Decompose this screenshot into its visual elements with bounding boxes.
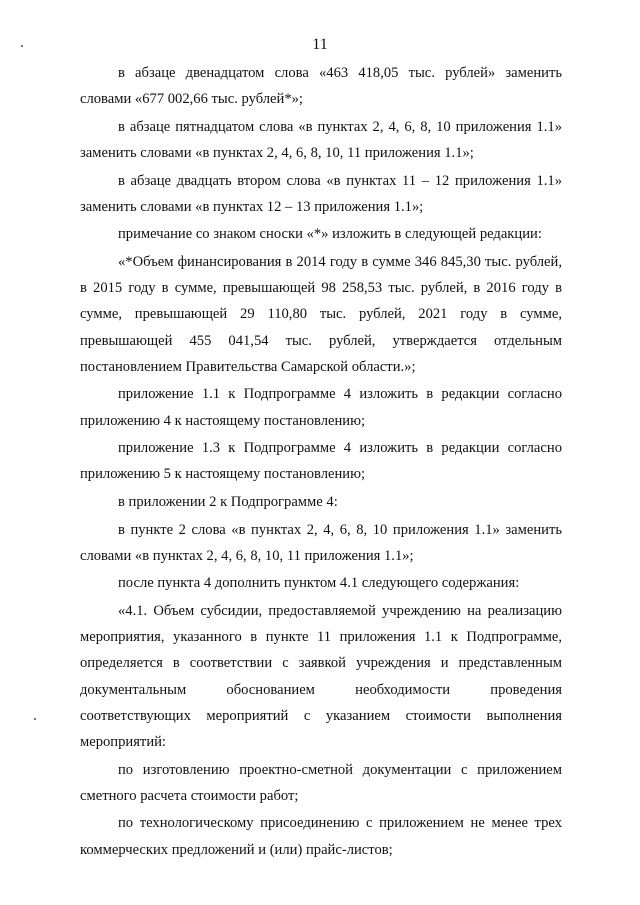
- paragraph: примечание со знаком сноски «*» изложить в следующей редакции:: [118, 226, 542, 243]
- document-body: [80, 60, 562, 864]
- paragraph: после пункта 4 дополнить пунктом 4.1 следующего содержания:: [118, 575, 520, 592]
- paragraph: в абзаце двадцать втором слова «в пунктах 11 – 12 приложения 1.1» заменить словами «в пунктах 12 – 13 приложения 1.1»;: [80, 172, 562, 215]
- paragraph: в абзаце двенадцатом слова «463 418,05 тыс. рублей» заменить словами «677 002,66 тыс. рублей*»;: [80, 65, 562, 108]
- paragraph: приложение 1.1 к Подпрограмме 4 изложить в редакции согласно приложению 4 к настоящему постановлению;: [80, 386, 562, 429]
- paragraph: в пункте 2 слова «в пунктах 2, 4, 6, 8, 10 приложения 1.1» заменить словами «в пунктах 2, 4, 6, 8, 10, 11 приложения 1.1»;: [80, 521, 562, 564]
- page-number: 11: [312, 36, 328, 53]
- paragraph: приложение 1.3 к Подпрограмме 4 изложить в редакции согласно приложению 5 к настоящему постановлению;: [80, 440, 562, 483]
- paragraph: по изготовлению проектно-сметной документации с приложением сметного расчета стоимости работ;: [80, 761, 562, 804]
- paragraph: «4.1. Объем субсидии, предоставляемой учреждению на реализацию мероприятия, указанного в пункте 11 приложения 1.1 к Подпрограмме, определяется в соответствии с заявкой учреждения и представленным документальным обоснованием необходимости проведения соответствующих мероприятий с указанием стоимости выполнения мероприятий:: [80, 602, 562, 750]
- paragraph: в приложении 2 к Подпрограмме 4:: [118, 493, 338, 510]
- paragraph: в абзаце пятнадцатом слова «в пунктах 2, 4, 6, 8, 10 приложения 1.1» заменить словами «в пунктах 2, 4, 6, 8, 10, 11 приложения 1.1»;: [80, 118, 562, 161]
- scan-speck: [34, 718, 36, 720]
- paragraph: «*Объем финансирования в 2014 году в сумме 346 845,30 тыс. рублей, в 2015 году в сумме, превышающей 98 258,53 тыс. рублей, в 2016 году в сумме, превышающей 29 110,80 тыс. рублей, 2021 году в сумме, превышающей 455 041,54 тыс. рублей, утверждается отдельным постановлением Правительства Самарской области.»;: [80, 253, 562, 375]
- paragraph: по технологическому присоединению с приложением не менее трех коммерческих предложений и (или) прайс-листов;: [80, 815, 562, 858]
